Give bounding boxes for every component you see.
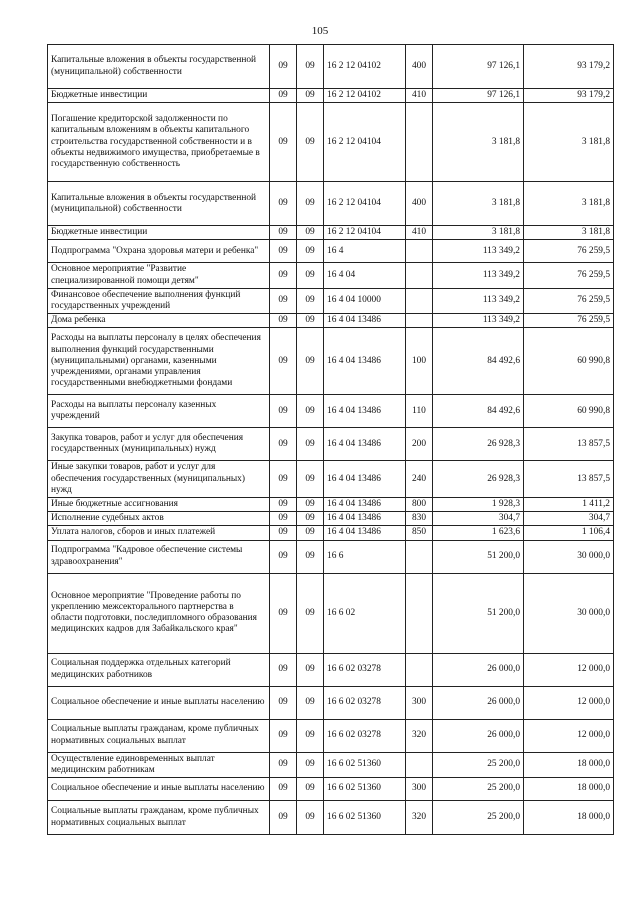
- row-target-article-code: 16 4 04 13486: [324, 428, 406, 461]
- row-amount-1: 113 349,2: [433, 288, 524, 313]
- row-target-article-code: 16 2 12 04102: [324, 45, 406, 89]
- row-amount-2: 12 000,0: [524, 653, 614, 686]
- row-target-article-code: 16 4 04 13486: [324, 526, 406, 540]
- row-expense-type-code: 110: [406, 395, 433, 428]
- row-amount-2: 30 000,0: [524, 573, 614, 653]
- table-row: [48, 428, 614, 461]
- row-name: Социальная поддержка отдельных категорий медицинских работников: [48, 653, 270, 686]
- row-amount-2: 1 106,4: [524, 526, 614, 540]
- table-row: [48, 226, 614, 240]
- row-amount-1: 26 928,3: [433, 428, 524, 461]
- row-subsection-code: 09: [297, 182, 324, 226]
- table-row: [48, 45, 614, 89]
- row-amount-1: 84 492,6: [433, 395, 524, 428]
- table-row: [48, 395, 614, 428]
- row-amount-1: 26 000,0: [433, 719, 524, 752]
- row-name: Исполнение судебных актов: [48, 512, 270, 526]
- row-amount-1: 25 200,0: [433, 778, 524, 801]
- row-section-code: 09: [270, 240, 297, 263]
- row-subsection-code: 09: [297, 752, 324, 777]
- row-section-code: 09: [270, 526, 297, 540]
- row-target-article-code: 16 4 04 13486: [324, 512, 406, 526]
- row-amount-1: 113 349,2: [433, 240, 524, 263]
- row-subsection-code: 09: [297, 498, 324, 512]
- row-expense-type-code: [406, 103, 433, 182]
- table-row: [48, 653, 614, 686]
- table-row: [48, 182, 614, 226]
- table-row: [48, 752, 614, 777]
- row-name: Иные бюджетные ассигнования: [48, 498, 270, 512]
- table-row: [48, 103, 614, 182]
- row-amount-2: 93 179,2: [524, 45, 614, 89]
- row-amount-1: 25 200,0: [433, 801, 524, 835]
- row-amount-2: 3 181,8: [524, 103, 614, 182]
- row-target-article-code: 16 4 04 13486: [324, 498, 406, 512]
- row-section-code: 09: [270, 428, 297, 461]
- row-expense-type-code: 240: [406, 461, 433, 498]
- table-row: [48, 526, 614, 540]
- row-amount-1: 3 181,8: [433, 182, 524, 226]
- row-amount-1: 51 200,0: [433, 573, 524, 653]
- row-target-article-code: 16 6 02 51360: [324, 778, 406, 801]
- row-section-code: 09: [270, 263, 297, 288]
- row-name: Основное мероприятие "Развитие специализированной помощи детям": [48, 263, 270, 288]
- row-expense-type-code: [406, 540, 433, 573]
- row-section-code: 09: [270, 573, 297, 653]
- row-amount-1: 51 200,0: [433, 540, 524, 573]
- row-target-article-code: 16 4 04 13486: [324, 328, 406, 395]
- row-name: Финансовое обеспечение выполнения функций государственных учреждений: [48, 288, 270, 313]
- row-amount-2: 93 179,2: [524, 89, 614, 103]
- row-subsection-code: 09: [297, 240, 324, 263]
- row-amount-2: 60 990,8: [524, 328, 614, 395]
- row-name: Капитальные вложения в объекты государственной (муниципальной) собственности: [48, 45, 270, 89]
- row-amount-2: 13 857,5: [524, 428, 614, 461]
- table-row: [48, 328, 614, 395]
- row-target-article-code: 16 4 04 10000: [324, 288, 406, 313]
- table-row: [48, 778, 614, 801]
- row-section-code: 09: [270, 103, 297, 182]
- page-number: 105: [311, 25, 329, 37]
- row-section-code: 09: [270, 226, 297, 240]
- table-row: [48, 263, 614, 288]
- table-row: [48, 314, 614, 328]
- row-subsection-code: 09: [297, 103, 324, 182]
- row-section-code: 09: [270, 45, 297, 89]
- row-amount-1: 3 181,8: [433, 226, 524, 240]
- table-row: [48, 512, 614, 526]
- row-expense-type-code: [406, 653, 433, 686]
- row-section-code: 09: [270, 498, 297, 512]
- row-target-article-code: 16 2 12 04102: [324, 89, 406, 103]
- row-amount-2: 76 259,5: [524, 288, 614, 313]
- row-amount-1: 26 000,0: [433, 686, 524, 719]
- row-subsection-code: 09: [297, 461, 324, 498]
- row-amount-1: 97 126,1: [433, 45, 524, 89]
- row-target-article-code: 16 4: [324, 240, 406, 263]
- row-subsection-code: 09: [297, 314, 324, 328]
- row-amount-2: 12 000,0: [524, 686, 614, 719]
- row-subsection-code: 09: [297, 288, 324, 313]
- row-name: Основное мероприятие "Проведение работы по укреплению межсекторального партнерства в области подготовки, последипломного образования медицинских кадров для Забайкальского края": [48, 573, 270, 653]
- row-amount-2: 30 000,0: [524, 540, 614, 573]
- row-section-code: 09: [270, 752, 297, 777]
- row-section-code: 09: [270, 512, 297, 526]
- row-subsection-code: 09: [297, 719, 324, 752]
- row-expense-type-code: 200: [406, 428, 433, 461]
- row-amount-2: 76 259,5: [524, 314, 614, 328]
- row-amount-1: 113 349,2: [433, 314, 524, 328]
- row-name: Расходы на выплаты персоналу казенных учреждений: [48, 395, 270, 428]
- row-name: Бюджетные инвестиции: [48, 89, 270, 103]
- row-expense-type-code: 320: [406, 719, 433, 752]
- row-target-article-code: 16 2 12 04104: [324, 226, 406, 240]
- row-amount-1: 304,7: [433, 512, 524, 526]
- row-expense-type-code: 800: [406, 498, 433, 512]
- row-expense-type-code: 300: [406, 778, 433, 801]
- row-amount-2: 18 000,0: [524, 778, 614, 801]
- row-expense-type-code: 400: [406, 45, 433, 89]
- row-expense-type-code: 100: [406, 328, 433, 395]
- row-target-article-code: 16 4 04 13486: [324, 314, 406, 328]
- row-section-code: 09: [270, 801, 297, 835]
- row-amount-2: 12 000,0: [524, 719, 614, 752]
- row-target-article-code: 16 6 02 51360: [324, 752, 406, 777]
- row-expense-type-code: 410: [406, 89, 433, 103]
- row-section-code: 09: [270, 182, 297, 226]
- row-name: Бюджетные инвестиции: [48, 226, 270, 240]
- table-row: [48, 89, 614, 103]
- row-section-code: 09: [270, 540, 297, 573]
- table-row: [48, 573, 614, 653]
- row-amount-2: 3 181,8: [524, 182, 614, 226]
- row-amount-2: 60 990,8: [524, 395, 614, 428]
- row-name: Уплата налогов, сборов и иных платежей: [48, 526, 270, 540]
- row-expense-type-code: 300: [406, 686, 433, 719]
- row-amount-2: 1 411,2: [524, 498, 614, 512]
- row-subsection-code: 09: [297, 801, 324, 835]
- row-amount-2: 304,7: [524, 512, 614, 526]
- row-section-code: 09: [270, 778, 297, 801]
- row-amount-2: 76 259,5: [524, 263, 614, 288]
- row-target-article-code: 16 4 04: [324, 263, 406, 288]
- table-row: [48, 686, 614, 719]
- row-section-code: 09: [270, 314, 297, 328]
- table-row: [48, 461, 614, 498]
- row-amount-1: 1 928,3: [433, 498, 524, 512]
- row-expense-type-code: [406, 263, 433, 288]
- row-subsection-code: 09: [297, 540, 324, 573]
- row-section-code: 09: [270, 89, 297, 103]
- row-section-code: 09: [270, 719, 297, 752]
- row-expense-type-code: 400: [406, 182, 433, 226]
- row-amount-1: 97 126,1: [433, 89, 524, 103]
- row-target-article-code: 16 6 02: [324, 573, 406, 653]
- row-amount-2: 3 181,8: [524, 226, 614, 240]
- row-name: Социальное обеспечение и иные выплаты населению: [48, 778, 270, 801]
- row-subsection-code: 09: [297, 573, 324, 653]
- row-subsection-code: 09: [297, 653, 324, 686]
- table-row: [48, 498, 614, 512]
- row-amount-1: 25 200,0: [433, 752, 524, 777]
- row-subsection-code: 09: [297, 328, 324, 395]
- row-name: Расходы на выплаты персоналу в целях обеспечения выполнения функций государственными (муниципальными) органами, казенными учреждениями, органами управления государственными внебюджетными фондами: [48, 328, 270, 395]
- row-amount-1: 1 623,6: [433, 526, 524, 540]
- row-target-article-code: 16 4 04 13486: [324, 461, 406, 498]
- row-expense-type-code: [406, 573, 433, 653]
- row-expense-type-code: [406, 288, 433, 313]
- row-name: Закупка товаров, работ и услуг для обеспечения государственных (муниципальных) нужд: [48, 428, 270, 461]
- row-expense-type-code: [406, 752, 433, 777]
- row-name: Подпрограмма "Охрана здоровья матери и ребенка": [48, 240, 270, 263]
- row-amount-1: 3 181,8: [433, 103, 524, 182]
- row-name: Осуществление единовременных выплат медицинским работникам: [48, 752, 270, 777]
- table-row: [48, 288, 614, 313]
- row-section-code: 09: [270, 288, 297, 313]
- row-section-code: 09: [270, 395, 297, 428]
- row-section-code: 09: [270, 686, 297, 719]
- row-name: Дома ребенка: [48, 314, 270, 328]
- row-expense-type-code: 830: [406, 512, 433, 526]
- row-name: Социальные выплаты гражданам, кроме публичных нормативных социальных выплат: [48, 801, 270, 835]
- row-subsection-code: 09: [297, 686, 324, 719]
- row-amount-2: 76 259,5: [524, 240, 614, 263]
- row-expense-type-code: 320: [406, 801, 433, 835]
- row-subsection-code: 09: [297, 226, 324, 240]
- row-name: Капитальные вложения в объекты государственной (муниципальной) собственности: [48, 182, 270, 226]
- row-name: Подпрограмма "Кадровое обеспечение системы здравоохранения": [48, 540, 270, 573]
- row-name: Социальное обеспечение и иные выплаты населению: [48, 686, 270, 719]
- table-row: [48, 801, 614, 835]
- row-section-code: 09: [270, 328, 297, 395]
- row-expense-type-code: [406, 240, 433, 263]
- table-body: [48, 45, 614, 835]
- row-amount-2: 13 857,5: [524, 461, 614, 498]
- row-name: Иные закупки товаров, работ и услуг для обеспечения государственных (муниципальных) нужд: [48, 461, 270, 498]
- table-row: [48, 540, 614, 573]
- row-expense-type-code: [406, 314, 433, 328]
- row-amount-1: 84 492,6: [433, 328, 524, 395]
- row-subsection-code: 09: [297, 428, 324, 461]
- row-expense-type-code: 410: [406, 226, 433, 240]
- row-subsection-code: 09: [297, 512, 324, 526]
- row-amount-1: 26 000,0: [433, 653, 524, 686]
- row-target-article-code: 16 6 02 51360: [324, 801, 406, 835]
- row-target-article-code: 16 6: [324, 540, 406, 573]
- table-row: [48, 240, 614, 263]
- table-row: [48, 719, 614, 752]
- row-target-article-code: 16 2 12 04104: [324, 182, 406, 226]
- row-subsection-code: 09: [297, 526, 324, 540]
- row-name: Погашение кредиторской задолженности по капитальным вложениям в объекты капитального строительства государственной собственности и в объекты недвижимого имущества, приобретаемые в государственную собственность: [48, 103, 270, 182]
- row-target-article-code: 16 6 02 03278: [324, 686, 406, 719]
- row-amount-2: 18 000,0: [524, 752, 614, 777]
- row-name: Социальные выплаты гражданам, кроме публичных нормативных социальных выплат: [48, 719, 270, 752]
- row-subsection-code: 09: [297, 395, 324, 428]
- row-subsection-code: 09: [297, 778, 324, 801]
- row-section-code: 09: [270, 653, 297, 686]
- row-amount-2: 18 000,0: [524, 801, 614, 835]
- row-subsection-code: 09: [297, 45, 324, 89]
- row-amount-1: 26 928,3: [433, 461, 524, 498]
- row-section-code: 09: [270, 461, 297, 498]
- budget-table: [47, 44, 614, 835]
- row-target-article-code: 16 6 02 03278: [324, 653, 406, 686]
- row-target-article-code: 16 4 04 13486: [324, 395, 406, 428]
- row-target-article-code: 16 6 02 03278: [324, 719, 406, 752]
- row-expense-type-code: 850: [406, 526, 433, 540]
- row-amount-1: 113 349,2: [433, 263, 524, 288]
- row-subsection-code: 09: [297, 89, 324, 103]
- row-subsection-code: 09: [297, 263, 324, 288]
- row-target-article-code: 16 2 12 04104: [324, 103, 406, 182]
